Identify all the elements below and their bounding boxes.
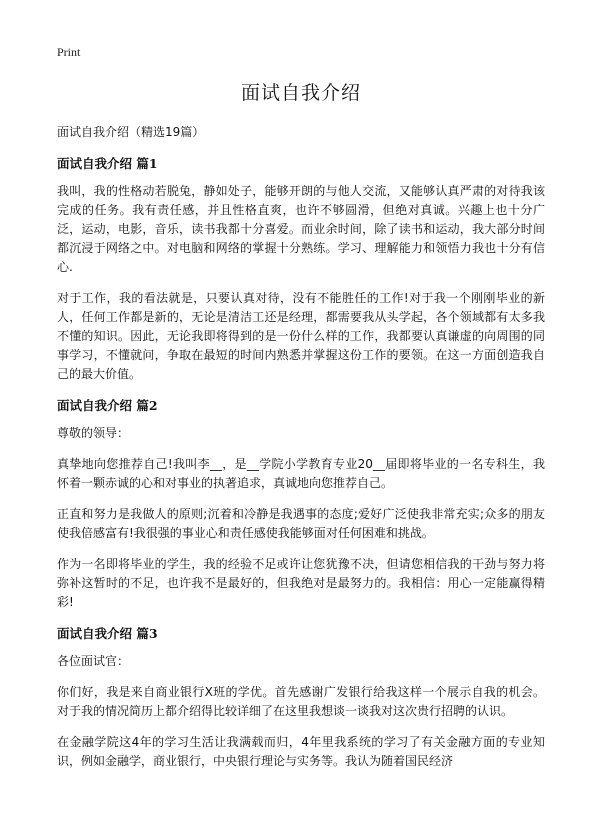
document-subtitle: 面试自我介绍（精选19篇） <box>57 125 205 139</box>
document-body <box>57 78 545 783</box>
salutation: 尊敬的领导： <box>57 426 130 440</box>
salutation: 各位面试官： <box>57 654 130 668</box>
page-title: 面试自我介绍 <box>240 82 361 104</box>
paragraph: 我叫，我的性格动若脱兔，静如处子，能够开朗的与他人交流，又能够认真严肃的对待我该完成的任务。我有责任感，并且性格直爽，也许不够圆滑，但绝对真诚。兴趣上也十分广泛，运动，电影，音乐，读书我都十分喜爱。而业余时间，除了读书和运动，我大部分时间都沉浸于网络之中。对电脑和网络的掌握十分熟练。学习、理解能力和领悟力我也十分有信心. <box>57 184 545 274</box>
paragraph: 作为一名即将毕业的学生，我的经验不足或许让您犹豫不决，但请您相信我的干劲与努力将弥补这暂时的不足，也许我不是最好的，但我绝对是最努力的。我相信：用心一定能赢得精彩! <box>57 557 545 609</box>
paragraph: 你们好，我是来自商业银行X班的学优。首先感谢广发银行给我这样一个展示自我的机会。 对于我的情况简历上都介绍得比较详细了在这里我想谈一谈我对这次贵行招聘的认识。 <box>57 685 545 718</box>
paragraph: 在金融学院这4年的学习生活让我满载而归，4年里我系统的学习了有关金融方面的专业知识，例如金融学，商业银行，中央银行理论与实务等。我认为随着国民经济 <box>57 735 545 768</box>
section-1 <box>57 154 545 384</box>
section-3 <box>57 624 545 771</box>
section-heading: 面试自我介绍 篇1 <box>57 156 158 171</box>
section-2 <box>57 396 545 612</box>
section-heading: 面试自我介绍 篇3 <box>57 626 158 641</box>
paragraph: 正直和努力是我做人的原则;沉着和冷静是我遇事的态度;爱好广泛使我非常充实;众多的朋友使我倍感富有!我很强的事业心和责任感使我能够面对任何困难和挑战。 <box>57 507 545 540</box>
section-heading: 面试自我介绍 篇2 <box>57 398 158 413</box>
print-link[interactable]: Print <box>57 45 81 59</box>
paragraph: 真挚地向您推荐自己!我叫李__，是__学院小学教育专业20__届即将毕业的一名专科生，我怀着一颗赤诚的心和对事业的执著追求，真诚地向您推荐自己。 <box>57 457 545 490</box>
paragraph: 对于工作，我的看法就是，只要认真对待，没有不能胜任的工作!对于我一个刚刚毕业的新人，任何工作都是新的，无论是清洁工还是经理，都需要我从头学起，各个领域都有太多我不懂的知识。因此，无论我即将得到的是一份什么样的工作，我都要认真谦虚的向周围的同事学习，不懂就问，争取在最短的时间内熟悉并掌握这份工作的要领。在这一方面创造我自己的最大价值。 <box>57 291 545 381</box>
